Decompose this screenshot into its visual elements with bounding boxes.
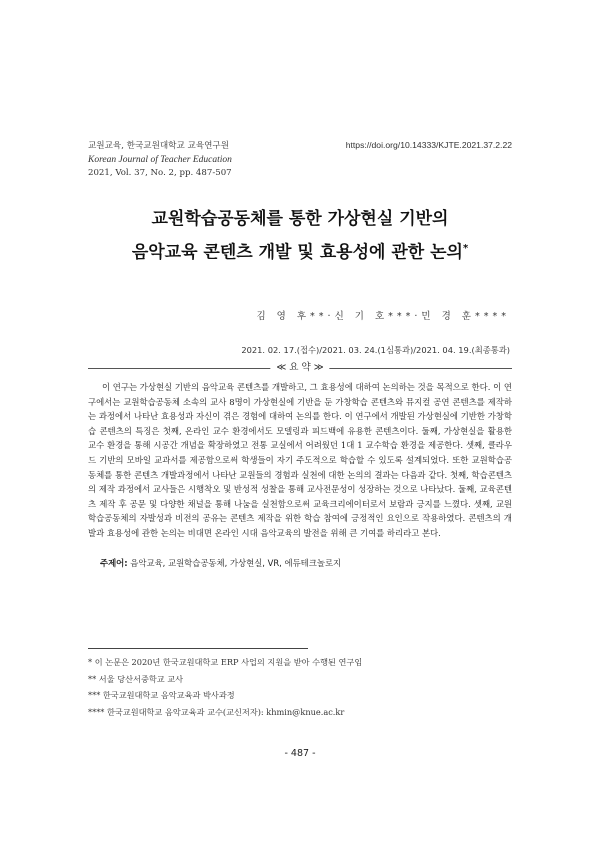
title-line-1: 교원학습공동체를 통한 가상현실 기반의 [151,209,449,229]
paper-title [88,205,512,268]
keywords-values: 음악교육, 교원학습공동체, 가상현실, VR, 에듀테크놀로지 [130,558,342,568]
title-footnote-mark: * [462,243,469,254]
volume-info: 2021, Vol. 37, No. 2, pp. 487-507 [88,168,232,178]
journal-name-en: Korean Journal of Teacher Education [88,154,232,165]
page-number: - 487 - [284,748,316,759]
footnote-author-1: ** 서울 당산서중학교 교사 [88,673,184,684]
journal-name-ko: 교원교육, 한국교원대학교 교육연구원 [88,141,230,151]
title-line-2-text: 음악교육 콘텐츠 개발 및 효용성에 관한 논의 [131,242,463,263]
abstract-heading [88,360,512,376]
abstract-heading-label: ≪ 요 약 ≫ [270,360,329,376]
author-list: 김 영 후**·신 기 호***·민 경 훈**** [256,311,510,322]
abstract-body: 이 연구는 가상현실 기반의 음악교육 콘텐츠를 개발하고, 그 효용성에 대하여 논의하는 것을 목적으로 한다. 이 연구에서는 교원학습공동체 소속의 교사 8명이 가상현실에 기반을 둔 가창학습 콘텐츠와 뮤지컬 공연 콘텐츠를 제작하는 과정에서 나타난 효용성과 자신이 겪은 경험에 대하여 논의를 한다. 이 연구에서 개발된 가상현실에 기반한 가창학습 콘텐츠의 특징은 첫째, 온라인 교수 환경에서도 모델링과 피드백에 유용한 콘텐츠이다. 둘째, 가상현실을 활용한 교수 환경을 통해 시공간 개념을 확장하였고 전통 교실에서 어려웠던 1대 1 교수학습 환경을 제공한다. 셋째, 클라우드 기반의 모바일 교과서를 제공함으로써 학생들이 자기 주도적으로 학습할 수 있도록 설계되었다. 또한 교원학습공동체를 통한 콘텐츠 개발과정에서 나타난 교원들의 경험과 실천에 대한 논의의 결과는 다음과 같다. 첫째, 학습콘텐츠의 제작 과정에서 교사들은 시행착오 및 반성적 성찰을 통해 교사전문성이 성장하는 것으로 나타났다. 둘째, 교육콘텐츠 제작 후 공문 및 다양한 채널을 통해 나눔을 실천함으로써 교육크리에이터로서 보람과 긍지를 느꼈다. 셋째, 교원학습공동체의 자발성과 비전의 공유는 콘텐츠 제작을 위한 학습 참여에 긍정적인 요인으로 작용하였다. 콘텐츠의 개발과 효용성에 관한 논의는 비대면 온라인 시대 음악교육의 발전을 위해 큰 기여를 하리라고 본다. [88,382,512,538]
journal-header [88,140,232,181]
keywords [100,557,341,569]
footnote-author-2: *** 한국교원대학교 음악교육과 박사과정 [88,690,235,701]
footnote-funding: * 이 논문은 2020년 한국교원대학교 ERP 사업의 지원을 받아 수행된 연구임 [88,657,363,667]
title-line-2 [88,234,512,268]
keywords-label: 주제어: [100,558,128,568]
footnote-divider [88,648,308,649]
review-dates: 2021. 02. 17.(접수)/2021. 03. 24.(1심통과)/2021. 04. 19.(최종통과) [241,345,510,355]
doi-link[interactable]: https://doi.org/10.14333/KJTE.2021.37.2.22 [345,140,512,150]
footnote-author-3: **** 한국교원대학교 음악교육과 교수(교신저자): khmin@knue.ac.kr [88,707,345,718]
footnotes [88,654,362,721]
